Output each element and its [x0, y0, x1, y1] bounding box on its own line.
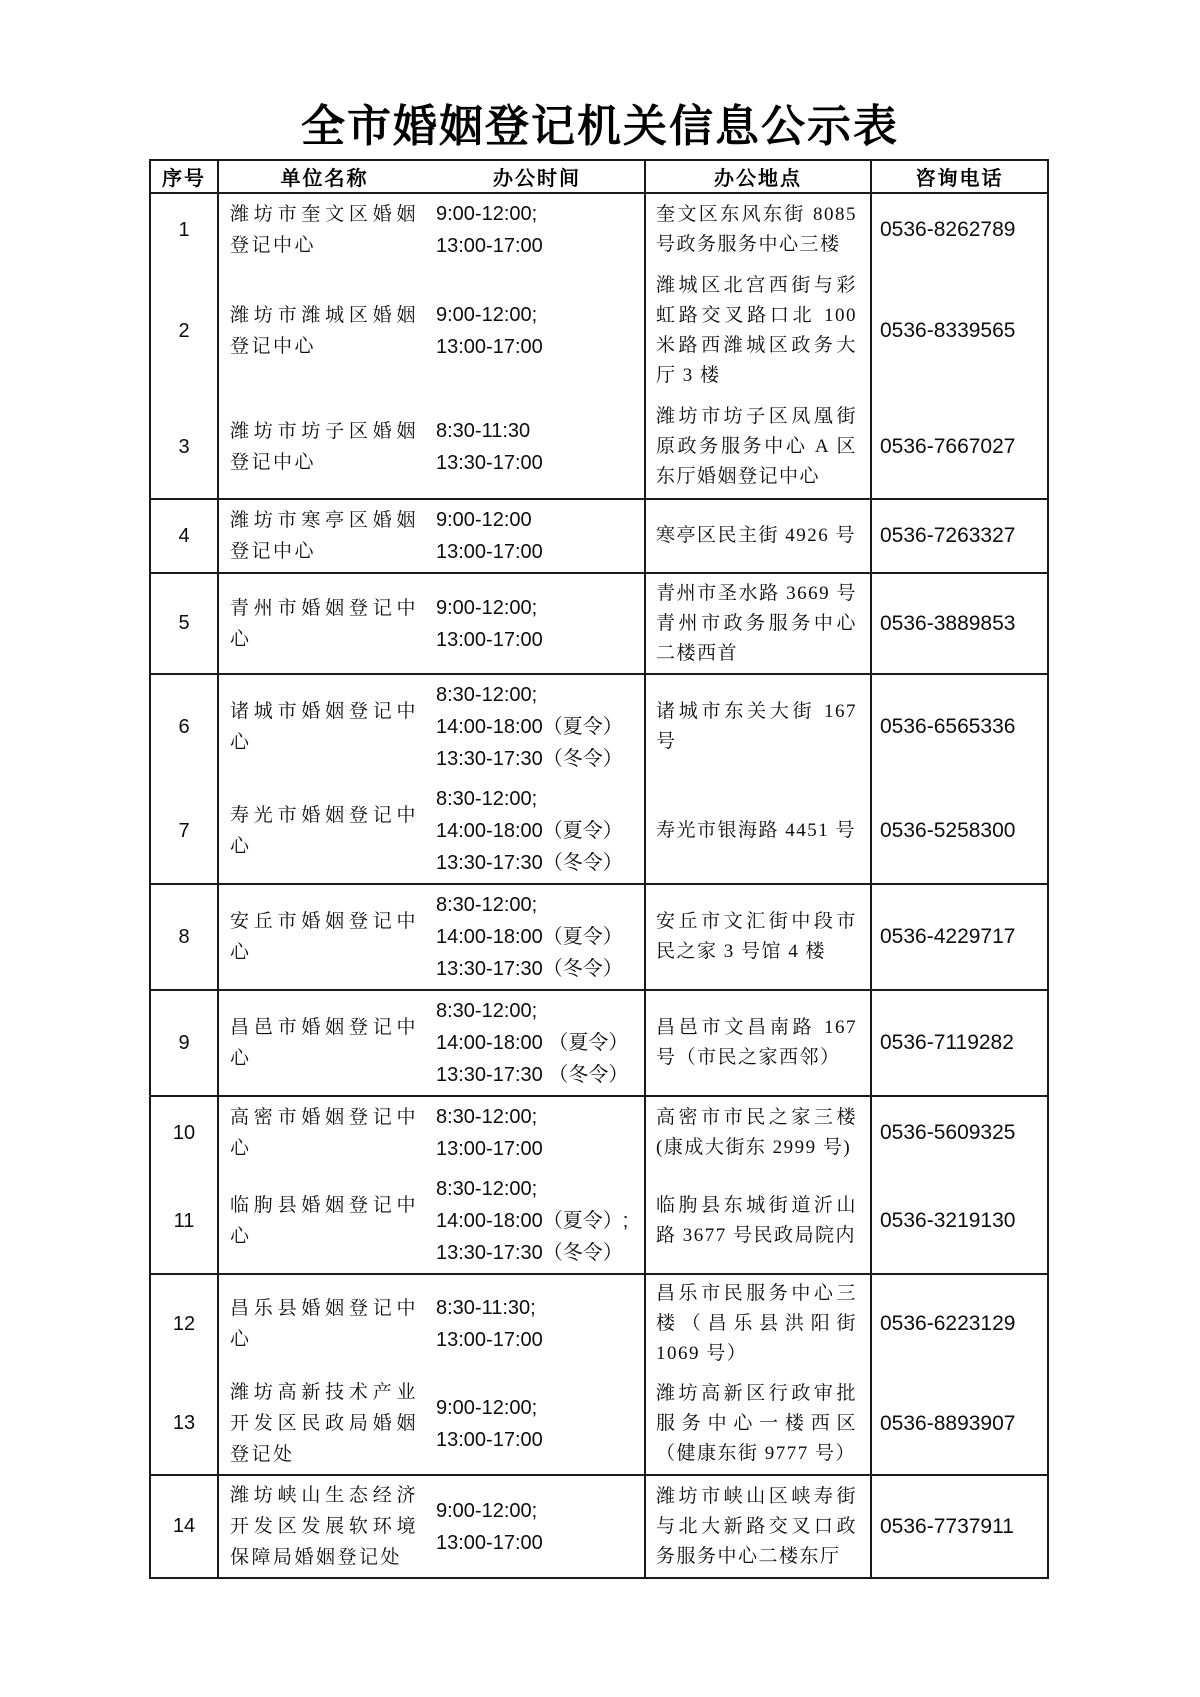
table-row — [150, 573, 1048, 674]
row-number-cell: 14 — [150, 1475, 218, 1578]
table-row — [150, 1274, 1048, 1373]
office-hours-line: 14:00-18:00（夏令） — [436, 820, 623, 842]
office-hours-line: 9:00-12:00; — [436, 1396, 538, 1419]
header-row — [150, 160, 1048, 193]
office-hours-line: 13:30-17:30（冬令） — [436, 852, 623, 874]
unit-name-cell: 青州市婚姻登记中心 — [218, 573, 430, 674]
page-title: 全市婚姻登记机关信息公示表 — [301, 102, 899, 151]
row-number-cell: 8 — [150, 884, 218, 990]
phone-cell: 0536-8262789 — [871, 193, 1048, 266]
unit-name-cell: 寿光市婚姻登记中心 — [218, 779, 430, 884]
row-number-cell: 2 — [150, 266, 218, 396]
office-hours-line: 13:30-17:30 （冬令） — [436, 1064, 629, 1086]
table-row — [150, 674, 1048, 779]
office-hours-cell — [430, 193, 645, 266]
office-hours-line: 13:00-17:00 — [436, 1329, 543, 1351]
phone-cell: 0536-3889853 — [871, 573, 1048, 674]
header-office-address: 办公地点 — [645, 160, 871, 193]
office-hours-line: 13:30-17:30（冬令） — [436, 958, 623, 980]
office-hours-cell — [430, 1096, 645, 1169]
header-serial-number: 序号 — [150, 160, 218, 193]
office-hours-line: 14:00-18:00（夏令） — [436, 926, 623, 948]
office-address-cell: 潍城区北宫西街与彩虹路交叉路口北 100 米路西潍城区政务大厅 3 楼 — [645, 266, 871, 396]
unit-name-cell: 昌乐县婚姻登记中心 — [218, 1274, 430, 1373]
office-address-cell: 昌乐市民服务中心三楼（昌乐县洪阳街 1069 号） — [645, 1274, 871, 1373]
phone-cell: 0536-7119282 — [871, 990, 1048, 1096]
office-hours-line: 13:30-17:30（冬令） — [436, 1242, 623, 1264]
office-hours-line: 13:30-17:00 — [436, 452, 543, 474]
office-hours-line: 13:00-17:00 — [436, 541, 543, 563]
row-number-cell: 12 — [150, 1274, 218, 1373]
phone-cell: 0536-5609325 — [871, 1096, 1048, 1169]
office-hours-line: 9:00-12:00; — [436, 596, 538, 619]
office-hours-line: 8:30-12:00; — [436, 684, 538, 706]
table-row — [150, 779, 1048, 884]
office-hours-cell — [430, 396, 645, 499]
office-hours-cell — [430, 266, 645, 396]
table-row — [150, 884, 1048, 990]
unit-name-cell: 潍坊市潍城区婚姻登记中心 — [218, 266, 430, 396]
row-number-cell: 11 — [150, 1169, 218, 1274]
row-number-cell: 6 — [150, 674, 218, 779]
office-hours-cell — [430, 990, 645, 1096]
unit-name-cell: 潍坊市坊子区婚姻登记中心 — [218, 396, 430, 499]
header-unit-name: 单位名称 — [218, 160, 430, 193]
row-number-cell: 13 — [150, 1373, 218, 1475]
table-row — [150, 1169, 1048, 1274]
office-hours-cell — [430, 499, 645, 573]
unit-name-cell: 诸城市婚姻登记中心 — [218, 674, 430, 779]
table-row — [150, 1096, 1048, 1169]
office-hours-line: 13:00-17:00 — [436, 1138, 543, 1160]
office-address-cell: 昌邑市文昌南路 167 号（市民之家西邻） — [645, 990, 871, 1096]
office-hours-line: 13:30-17:30（冬令） — [436, 748, 623, 770]
office-hours-line: 8:30-12:00; — [436, 1000, 538, 1022]
office-hours-line: 9:00-12:00; — [436, 1499, 538, 1522]
office-hours-line: 9:00-12:00 — [436, 509, 532, 531]
phone-cell: 0536-7263327 — [871, 499, 1048, 573]
table-row — [150, 499, 1048, 573]
office-hours-line: 8:30-11:30; — [436, 1297, 536, 1319]
unit-name-cell: 安丘市婚姻登记中心 — [218, 884, 430, 990]
header-phone: 咨询电话 — [871, 160, 1048, 193]
phone-cell: 0536-8339565 — [871, 266, 1048, 396]
office-hours-line: 8:30-12:00; — [436, 1106, 538, 1128]
phone-cell: 0536-6565336 — [871, 674, 1048, 779]
table-row — [150, 266, 1048, 396]
office-address-cell: 高密市市民之家三楼(康成大街东 2999 号) — [645, 1096, 871, 1169]
office-hours-cell — [430, 1274, 645, 1373]
office-hours-cell — [430, 1373, 645, 1475]
marriage-registry-table — [149, 159, 1049, 1579]
phone-cell: 0536-8893907 — [871, 1373, 1048, 1475]
office-address-cell: 潍坊市坊子区凤凰街原政务服务中心 A 区东厅婚姻登记中心 — [645, 396, 871, 499]
office-hours-line: 13:00-17:00 — [436, 628, 543, 651]
phone-cell: 0536-3219130 — [871, 1169, 1048, 1274]
row-number-cell: 4 — [150, 499, 218, 573]
office-address-cell: 寿光市银海路 4451 号 — [645, 779, 871, 884]
office-address-cell: 寒亭区民主街 4926 号 — [645, 499, 871, 573]
office-address-cell: 临朐县东城街道沂山路 3677 号民政局院内 — [645, 1169, 871, 1274]
phone-cell: 0536-7737911 — [871, 1475, 1048, 1578]
office-address-cell: 青州市圣水路 3669 号青州市政务服务中心二楼西首 — [645, 573, 871, 674]
office-address-cell: 潍坊市峡山区峡寿街与北大新路交叉口政务服务中心二楼东厅 — [645, 1475, 871, 1578]
header-office-hours: 办公时间 — [430, 160, 645, 193]
office-hours-line: 8:30-12:00; — [436, 1178, 538, 1200]
unit-name-cell: 潍坊高新技术产业开发区民政局婚姻登记处 — [218, 1373, 430, 1475]
unit-name-cell: 潍坊峡山生态经济开发区发展软环境保障局婚姻登记处 — [218, 1475, 430, 1578]
table-row — [150, 193, 1048, 266]
phone-cell: 0536-7667027 — [871, 396, 1048, 499]
office-hours-line: 14:00-18:00 （夏令） — [436, 1032, 629, 1054]
office-address-cell: 潍坊高新区行政审批服务中心一楼西区（健康东街 9777 号） — [645, 1373, 871, 1475]
phone-cell: 0536-5258300 — [871, 779, 1048, 884]
office-address-cell: 安丘市文汇街中段市民之家 3 号馆 4 楼 — [645, 884, 871, 990]
office-hours-cell — [430, 884, 645, 990]
row-number-cell: 5 — [150, 573, 218, 674]
office-hours-line: 9:00-12:00; — [436, 304, 538, 326]
row-number-cell: 9 — [150, 990, 218, 1096]
table-row — [150, 1373, 1048, 1475]
row-number-cell: 1 — [150, 193, 218, 266]
unit-name-cell: 潍坊市寒亭区婚姻登记中心 — [218, 499, 430, 573]
office-hours-cell — [430, 573, 645, 674]
table-row — [150, 396, 1048, 499]
unit-name-cell: 临朐县婚姻登记中心 — [218, 1169, 430, 1274]
office-hours-line: 13:00-17:00 — [436, 235, 543, 257]
row-number-cell: 7 — [150, 779, 218, 884]
unit-name-cell: 高密市婚姻登记中心 — [218, 1096, 430, 1169]
office-hours-line: 14:00-18:00（夏令） — [436, 716, 623, 738]
office-hours-line: 9:00-12:00; — [436, 203, 538, 225]
table-row — [150, 990, 1048, 1096]
table-row — [150, 1475, 1048, 1578]
office-address-cell: 奎文区东风东街 8085 号政务服务中心三楼 — [645, 193, 871, 266]
office-hours-cell — [430, 779, 645, 884]
office-hours-cell — [430, 1475, 645, 1578]
office-hours-line: 13:00-17:00 — [436, 1531, 543, 1554]
unit-name-cell: 昌邑市婚姻登记中心 — [218, 990, 430, 1096]
office-hours-line: 13:00-17:00 — [436, 336, 543, 358]
office-hours-line: 8:30-11:30 — [436, 420, 531, 442]
row-number-cell: 3 — [150, 396, 218, 499]
unit-name-cell: 潍坊市奎文区婚姻登记中心 — [218, 193, 430, 266]
office-hours-line: 8:30-12:00; — [436, 788, 538, 810]
row-number-cell: 10 — [150, 1096, 218, 1169]
office-address-cell: 诸城市东关大街 167 号 — [645, 674, 871, 779]
phone-cell: 0536-4229717 — [871, 884, 1048, 990]
office-hours-cell — [430, 674, 645, 779]
office-hours-line: 14:00-18:00（夏令）; — [436, 1210, 629, 1232]
office-hours-cell — [430, 1169, 645, 1274]
phone-cell: 0536-6223129 — [871, 1274, 1048, 1373]
office-hours-line: 8:30-12:00; — [436, 894, 538, 916]
office-hours-line: 13:00-17:00 — [436, 1428, 543, 1451]
